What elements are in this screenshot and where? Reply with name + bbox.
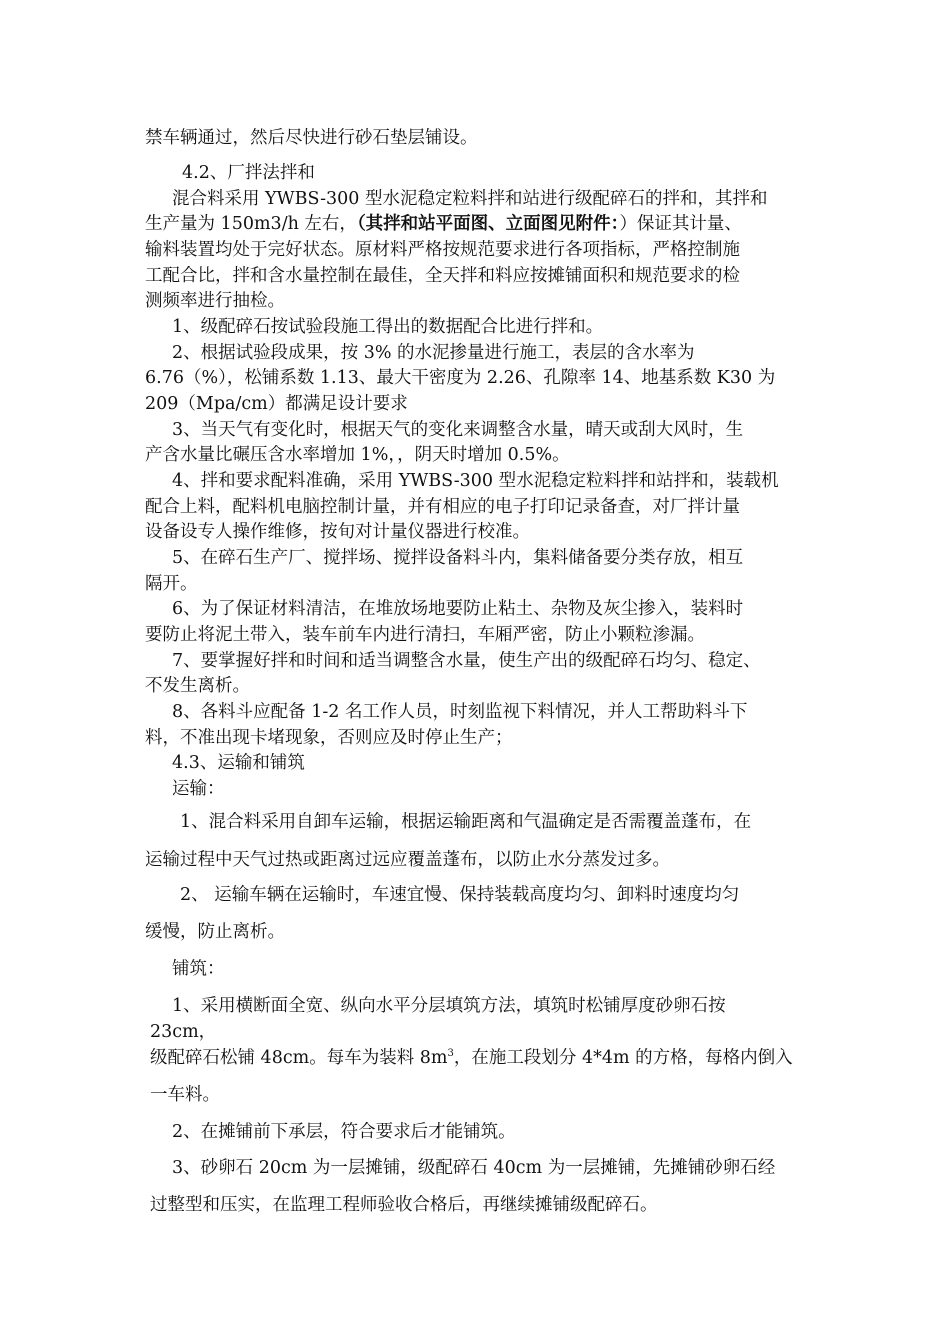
text-line: 配合上料，配料机电脑控制计量，并有相应的电子打印记录备查，对厂拌计量 <box>145 497 740 517</box>
text-line: 23cm， <box>150 1022 217 1042</box>
text-line: 运输过程中天气过热或距离过远应覆盖蓬布，以防止水分蒸发过多。 <box>145 850 670 870</box>
text-line: 要防止将泥土带入，装车前车内进行清扫，车厢严密，防止小颗粒渗漏。 <box>145 625 705 645</box>
text-line: 混合料采用 YWBS-300 型水泥稳定粒料拌和站进行级配碎石的拌和，其拌和 <box>172 189 768 209</box>
subheading: 运输： <box>172 779 225 799</box>
text-line: 1、混合料采用自卸车运输，根据运输距离和气温确定是否需覆盖蓬布，在 <box>180 812 752 832</box>
text-line: 2、 运输车辆在运输时，车速宜慢、保持装载高度均匀、卸料时速度均匀 <box>180 885 740 905</box>
superscript: 3 <box>447 1048 454 1060</box>
text-run: 级配碎石松铺 48cm。每车为装料 8m <box>150 1048 448 1068</box>
text-line: 4、拌和要求配料准确，采用 YWBS-300 型水泥稳定粒料拌和站拌和，装载机 <box>172 471 779 491</box>
text-line: 6.76（%），松铺系数 1.13、最大干密度为 2.26、孔隙率 14、地基系数 K30 为 <box>145 368 776 388</box>
text-line: 2、根据试验段成果，按 3% 的水泥掺量进行施工，表层的含水率为 <box>172 343 695 363</box>
text-run: ）保证其计量、 <box>619 214 742 234</box>
text-line: 8、各料斗应配备 1-2 名工作人员，时刻监视下料情况，并人工帮助料斗下 <box>172 702 748 722</box>
text-line: 209（Mpa/cm）都满足设计要求 <box>145 394 408 414</box>
text-line: 1、级配碎石按试验段施工得出的数据配合比进行拌和。 <box>172 317 604 337</box>
text-line: 产含水量比碾压含水率增加 1%，，阴天时增加 0.5%。 <box>145 445 570 465</box>
text-line: 工配合比，拌和含水量控制在最佳，全天拌和料应按摊铺面积和规范要求的检 <box>145 266 740 286</box>
subheading: 铺筑： <box>172 959 225 979</box>
text-line: 6、为了保证材料清洁，在堆放场地要防止粘土、杂物及灰尘掺入，装料时 <box>172 599 744 619</box>
text-line <box>150 1047 793 1069</box>
section-heading: 4.3、运输和铺筑 <box>172 753 305 773</box>
text-run: 生产量为 150m3/h 左右， <box>145 214 357 234</box>
text-line: 一车料。 <box>150 1085 220 1105</box>
text-line: 缓慢，防止离析。 <box>145 922 285 942</box>
text-line: 过整型和压实，在监理工程师验收合格后，再继续摊铺级配碎石。 <box>150 1195 658 1215</box>
text-line: 隔开。 <box>145 574 198 594</box>
text-run: ，在施工段划分 4*4m 的方格，每格内倒入 <box>453 1048 793 1068</box>
text-line: 测频率进行抽检。 <box>145 291 285 311</box>
text-line <box>145 213 742 235</box>
bold-note: （其拌和站平面图、立面图见附件： <box>356 214 620 234</box>
text-line: 2、在摊铺前下承层，符合要求后才能铺筑。 <box>172 1122 516 1142</box>
text-line: 禁车辆通过，然后尽快进行砂石垫层铺设。 <box>145 128 478 148</box>
text-line: 3、砂卵石 20cm 为一层摊铺，级配碎石 40cm 为一层摊铺，先摊铺砂卵石经 <box>172 1158 776 1178</box>
section-heading: 4.2、厂拌法拌和 <box>182 163 315 183</box>
text-line: 输料装置均处于完好状态。原材料严格按规范要求进行各项指标，严格控制施 <box>145 240 740 260</box>
text-line: 设备设专人操作维修，按旬对计量仪器进行校准。 <box>145 522 530 542</box>
text-line: 不发生离析。 <box>145 676 250 696</box>
text-line: 料，不准出现卡堵现象，否则应及时停止生产； <box>145 728 513 748</box>
text-line: 3、当天气有变化时，根据天气的变化来调整含水量，晴天或刮大风时，生 <box>172 420 744 440</box>
text-line: 1、采用横断面全宽、纵向水平分层填筑方法，填筑时松铺厚度砂卵石按 <box>172 996 726 1016</box>
text-line: 7、要掌握好拌和时间和适当调整含水量，使生产出的级配碎石均匀、稳定、 <box>172 651 761 671</box>
text-line: 5、在碎石生产厂、搅拌场、搅拌设备料斗内，集料储备要分类存放，相互 <box>172 548 744 568</box>
